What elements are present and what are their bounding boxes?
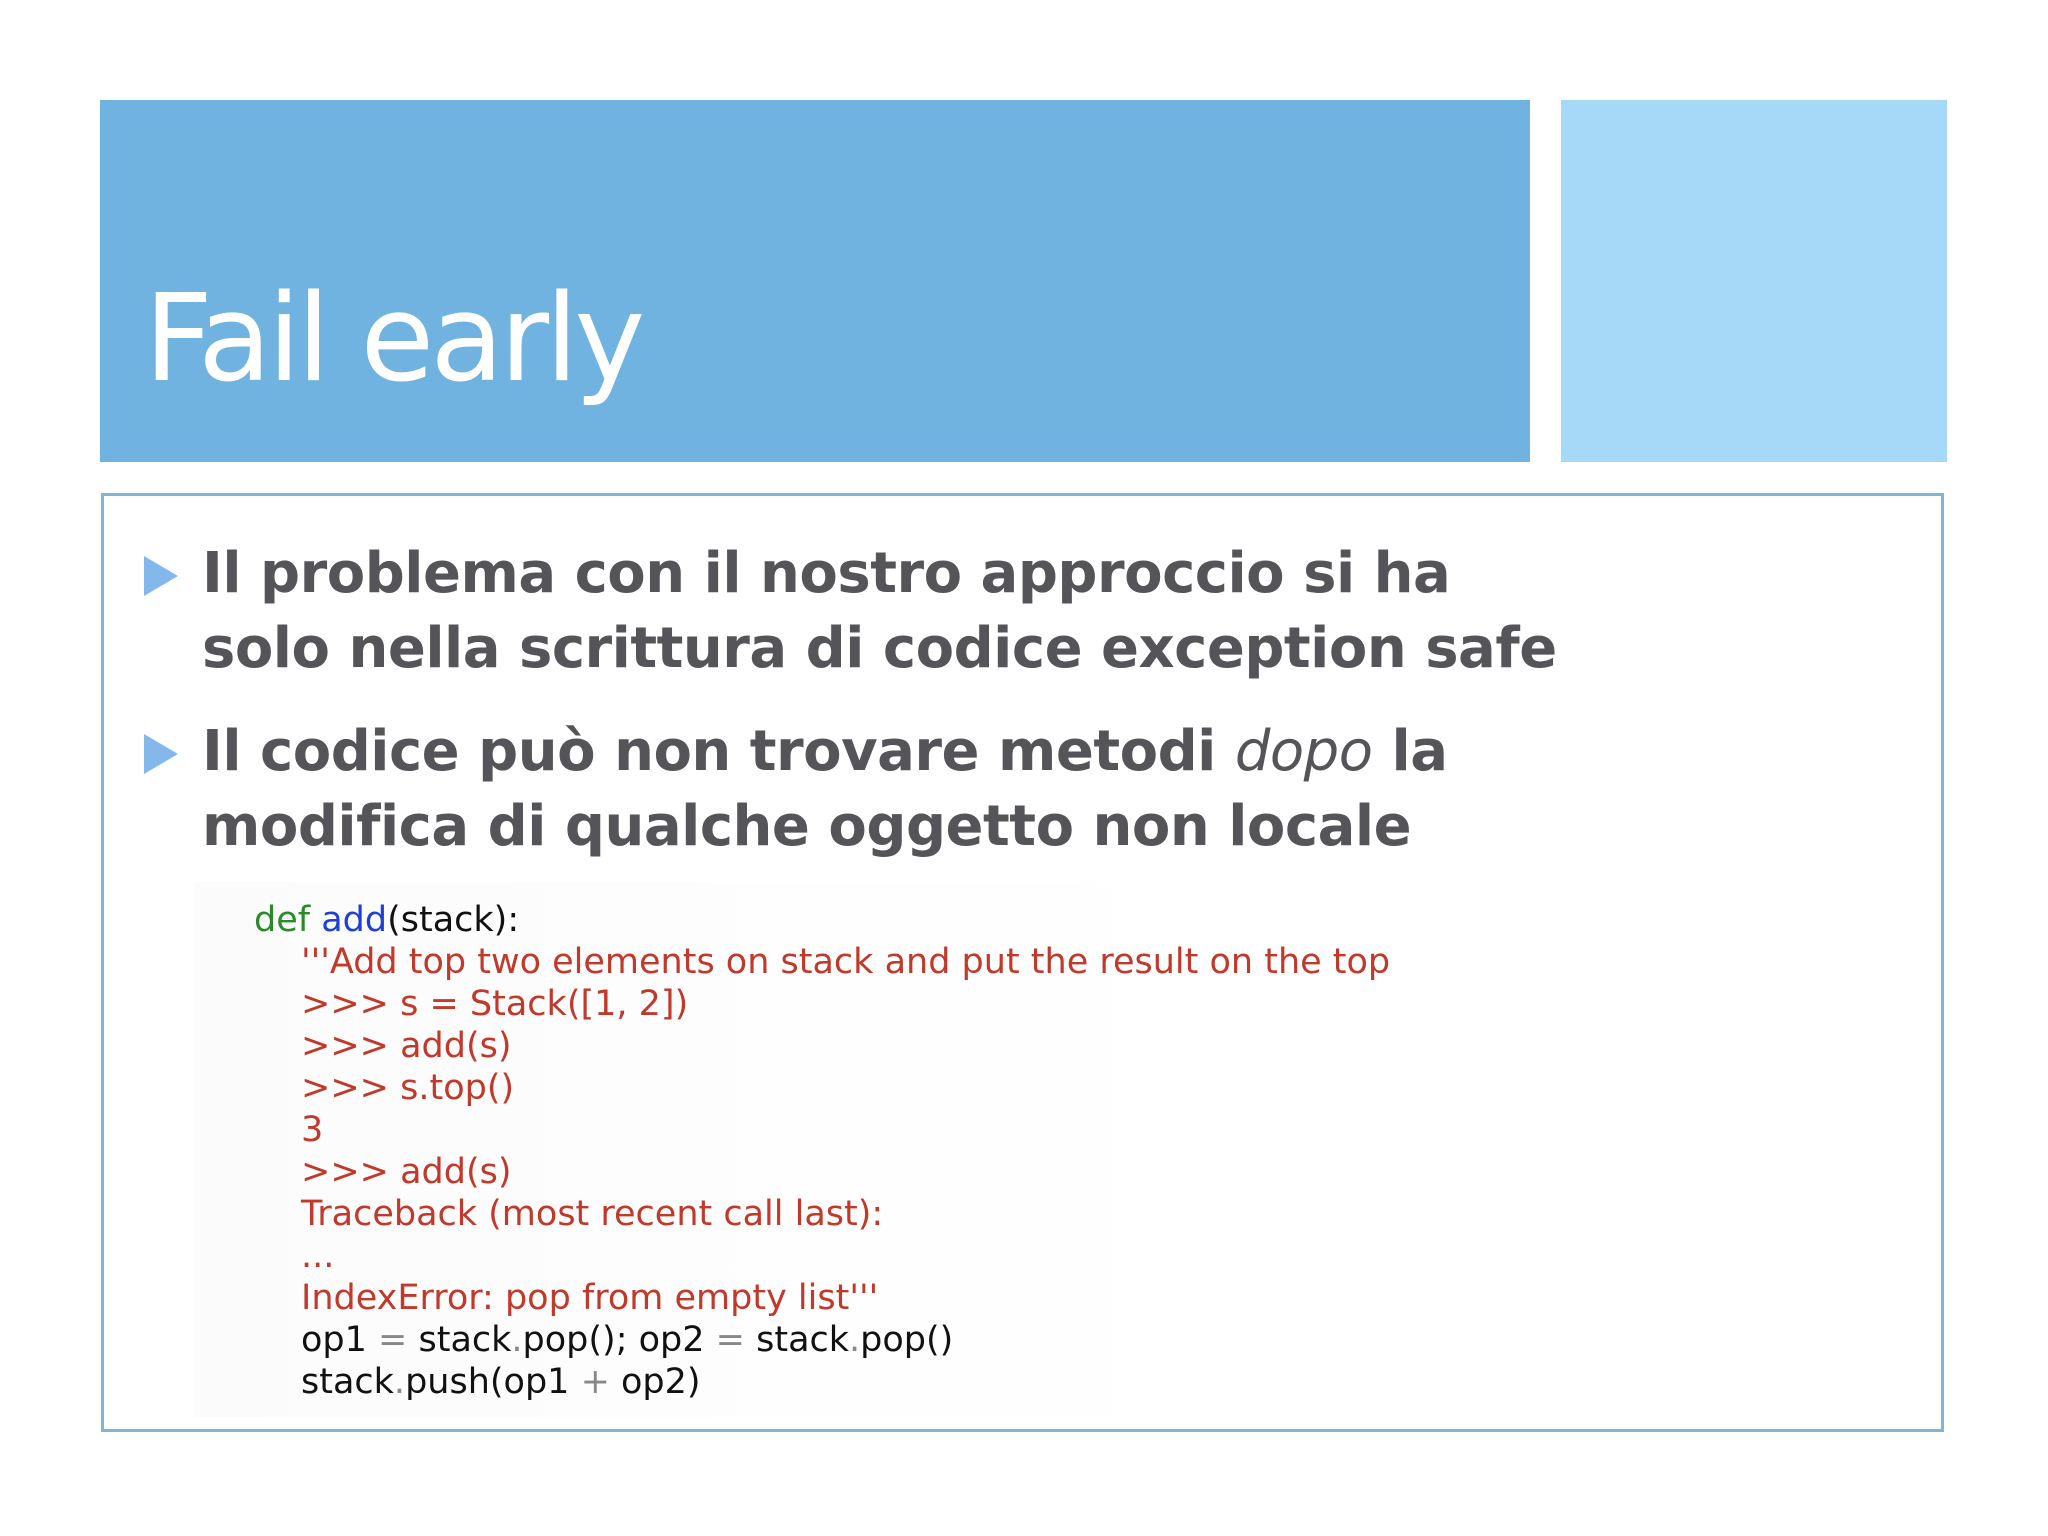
bullet-text	[202, 536, 1557, 686]
code-operator: .	[393, 1362, 406, 1402]
code-function-name: add	[321, 900, 388, 940]
code-token: push(op1	[405, 1362, 570, 1402]
slide-title: Fail early	[144, 270, 642, 409]
code-statement-line	[254, 1319, 1390, 1361]
code-signature: (stack):	[387, 900, 520, 940]
code-docstring-line: >>> s.top()	[301, 1068, 515, 1108]
code-token: op2)	[621, 1362, 701, 1402]
triangle-right-icon	[144, 556, 178, 596]
code-operator: .	[849, 1320, 861, 1360]
code-operator: +	[569, 1362, 622, 1402]
bullet-line: Il problema con il nostro approccio si ha	[202, 541, 1451, 606]
code-keyword: def	[254, 900, 311, 940]
code-operator: =	[704, 1320, 757, 1360]
code-line	[254, 899, 1390, 941]
bullet-line-end: la	[1372, 719, 1448, 784]
code-operator: =	[366, 1320, 419, 1360]
code-token: stack	[418, 1320, 512, 1360]
code-token: stack	[301, 1362, 394, 1402]
code-docstring-line: >>> add(s)	[301, 1152, 512, 1192]
content-frame	[101, 493, 1944, 1432]
bullet-line: modifica di qualche oggetto non locale	[202, 794, 1412, 859]
code-token: op1	[301, 1320, 367, 1360]
code-statement-line	[254, 1361, 1390, 1403]
code-docstring-line: IndexError: pop from empty list'''	[301, 1278, 879, 1318]
code-docstring-line: '''Add top two elements on stack and put the result on the top	[301, 942, 1391, 982]
code-block	[254, 899, 1390, 1403]
code-docstring-line: ...	[301, 1236, 335, 1276]
code-docstring-line: >>> s = Stack([1, 2])	[301, 984, 689, 1024]
bullet-line: solo nella scrittura di codice exception safe	[202, 616, 1557, 681]
code-docstring-line: Traceback (most recent call last):	[301, 1194, 884, 1234]
bullet-line-start: Il codice può non trovare metodi	[202, 719, 1235, 784]
code-operator: .	[511, 1320, 523, 1360]
triangle-right-icon	[144, 734, 178, 774]
code-token: pop()	[860, 1320, 954, 1360]
code-token: pop(); op2	[522, 1320, 705, 1360]
code-docstring-line: >>> add(s)	[301, 1026, 512, 1066]
emphasis-word: dopo	[1234, 719, 1373, 784]
code-docstring-line: 3	[301, 1110, 324, 1150]
title-bar	[100, 100, 1530, 462]
accent-box	[1561, 100, 1947, 462]
code-token: stack	[756, 1320, 850, 1360]
bullet-text	[202, 714, 1447, 864]
